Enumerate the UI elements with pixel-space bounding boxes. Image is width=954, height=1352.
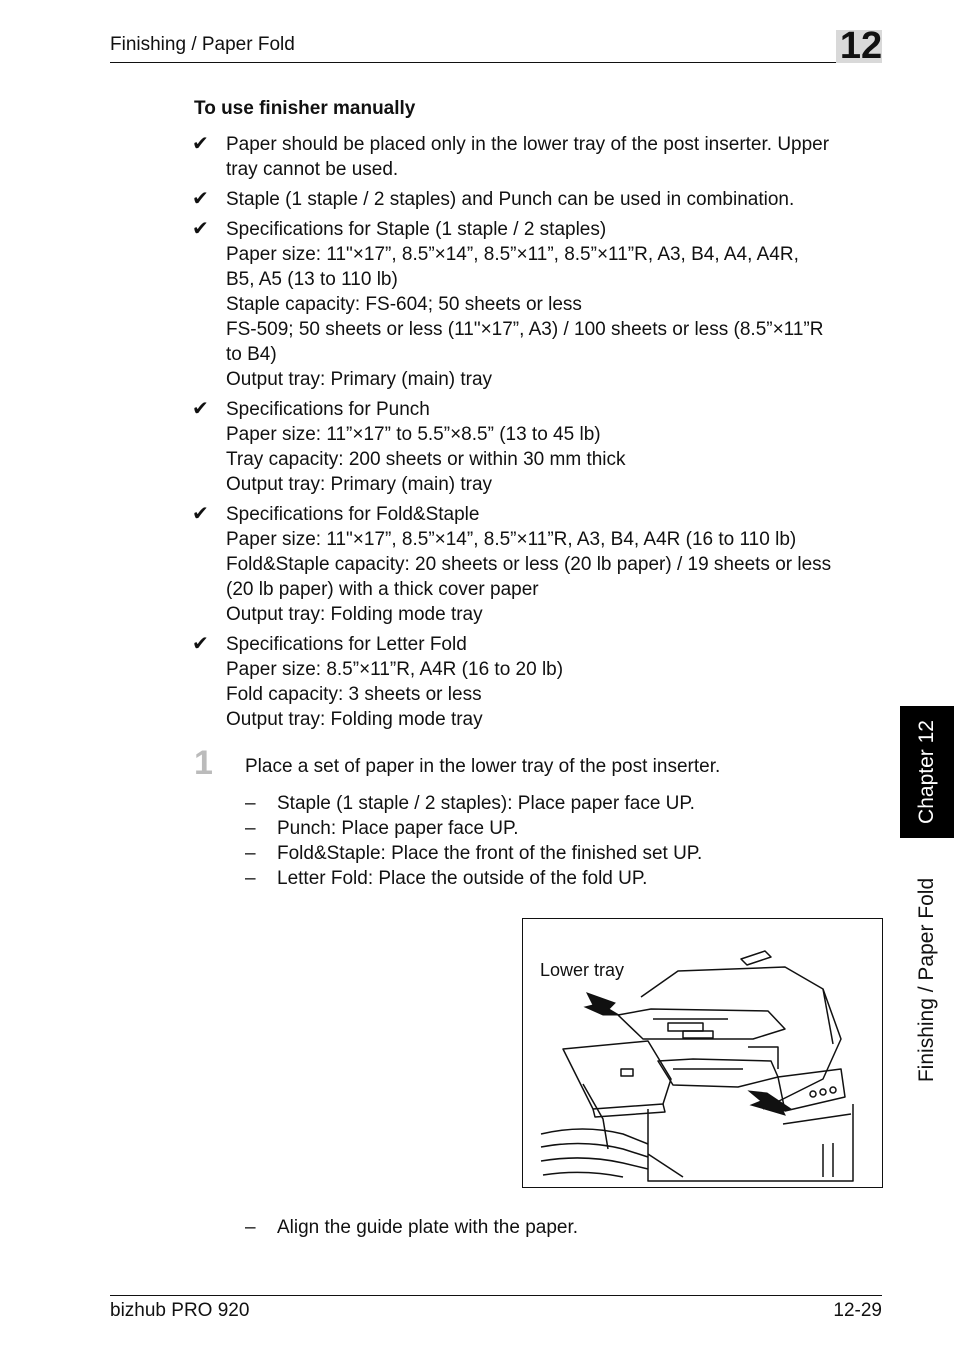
checkmark-icon: ✔ [192, 218, 209, 240]
check-item-line: Paper should be placed only in the lower tray of the post inserter. Upper [226, 134, 830, 155]
substep-item [245, 791, 865, 816]
checkmark-icon: ✔ [192, 133, 209, 155]
dash-mark: – [245, 1217, 256, 1238]
footer-rule [110, 1295, 882, 1296]
checkmark-icon: ✔ [192, 633, 209, 655]
check-item [192, 502, 892, 627]
check-item-line: Paper size: 11”×17” to 5.5”×8.5” (13 to 45 lb) [226, 424, 601, 445]
substep-item [245, 816, 865, 841]
section-heading: To use finisher manually [194, 98, 416, 119]
check-item-line: Staple capacity: FS-604; 50 sheets or less [226, 294, 582, 315]
arrow-icon [585, 993, 619, 1015]
check-item [192, 187, 892, 212]
checkmark-icon: ✔ [192, 398, 209, 420]
side-tab-chapter-label: Chapter 12 [915, 720, 938, 824]
dash-mark: – [245, 843, 256, 864]
checkmark-icon: ✔ [192, 188, 209, 210]
check-item-line: Output tray: Folding mode tray [226, 709, 483, 730]
check-item [192, 632, 892, 732]
check-item-line: Fold capacity: 3 sheets or less [226, 684, 482, 705]
figure-label: Lower tray [540, 960, 625, 980]
check-item-line: Paper size: 11"×17”, 8.5”×14”, 8.5”×11”R, A3, B4, A4R (16 to 110 lb) [226, 529, 797, 550]
check-item-line: Specifications for Punch [226, 399, 430, 420]
after-figure-note [245, 1217, 578, 1239]
step-number: 1 [194, 744, 213, 782]
check-item-line: Specifications for Letter Fold [226, 634, 467, 655]
figure-lower-tray [522, 918, 883, 1188]
substep-text: Letter Fold: Place the outside of the fold UP. [277, 868, 648, 889]
footer-product: bizhub PRO 920 [110, 1300, 250, 1321]
dash-mark: – [245, 868, 256, 889]
check-item-line: Specifications for Fold&Staple [226, 504, 480, 525]
footer-page-number: 12-29 [833, 1300, 882, 1321]
after-figure-text: Align the guide plate with the paper. [277, 1217, 579, 1238]
substep-item [245, 841, 865, 866]
step-text: Place a set of paper in the lower tray of the post inserter. [245, 756, 721, 777]
check-item-line: Output tray: Primary (main) tray [226, 369, 493, 390]
check-item-line: Output tray: Primary (main) tray [226, 474, 493, 495]
check-list [192, 132, 892, 737]
side-tab-chapter [900, 706, 954, 838]
check-item [192, 132, 892, 182]
substep-text: Fold&Staple: Place the front of the finished set UP. [277, 843, 703, 864]
checkmark-icon: ✔ [192, 503, 209, 525]
side-tab-section-label: Finishing / Paper Fold [915, 877, 938, 1083]
check-item-line: (20 lb paper) with a thick cover paper [226, 579, 539, 600]
check-item-line: tray cannot be used. [226, 159, 399, 180]
check-item-line: Paper size: 11"×17”, 8.5”×14”, 8.5”×11”, 8.5”×11”R, A3, B4, A4, A4R, [226, 244, 799, 265]
substep-text: Staple (1 staple / 2 staples): Place paper face UP. [277, 793, 695, 814]
header-rule [110, 62, 882, 63]
substep-list [245, 791, 865, 891]
check-item-line: Staple (1 staple / 2 staples) and Punch can be used in combination. [226, 189, 795, 210]
dash-mark: – [245, 793, 256, 814]
substep-text: Punch: Place paper face UP. [277, 818, 519, 839]
check-item [192, 217, 892, 392]
substep-item [245, 866, 865, 891]
check-item-line: Output tray: Folding mode tray [226, 604, 483, 625]
check-item [192, 397, 892, 497]
check-item-line: to B4) [226, 344, 277, 365]
chapter-number: 12 [839, 25, 883, 67]
check-item-line: Paper size: 8.5”×11”R, A4R (16 to 20 lb) [226, 659, 564, 680]
check-item-line: Tray capacity: 200 sheets or within 30 mm thick [226, 449, 626, 470]
dash-mark: – [245, 818, 256, 839]
check-item-line: B5, A5 (13 to 110 lb) [226, 269, 398, 290]
check-item-line: Specifications for Staple (1 staple / 2 staples) [226, 219, 607, 240]
check-item-line: Fold&Staple capacity: 20 sheets or less (20 lb paper) / 19 sheets or less [226, 554, 832, 575]
side-tab-section [900, 850, 954, 1110]
check-item-line: FS-509; 50 sheets or less (11"×17”, A3) / 100 sheets or less (8.5”×11”R [226, 319, 824, 340]
header-title: Finishing / Paper Fold [110, 34, 295, 55]
